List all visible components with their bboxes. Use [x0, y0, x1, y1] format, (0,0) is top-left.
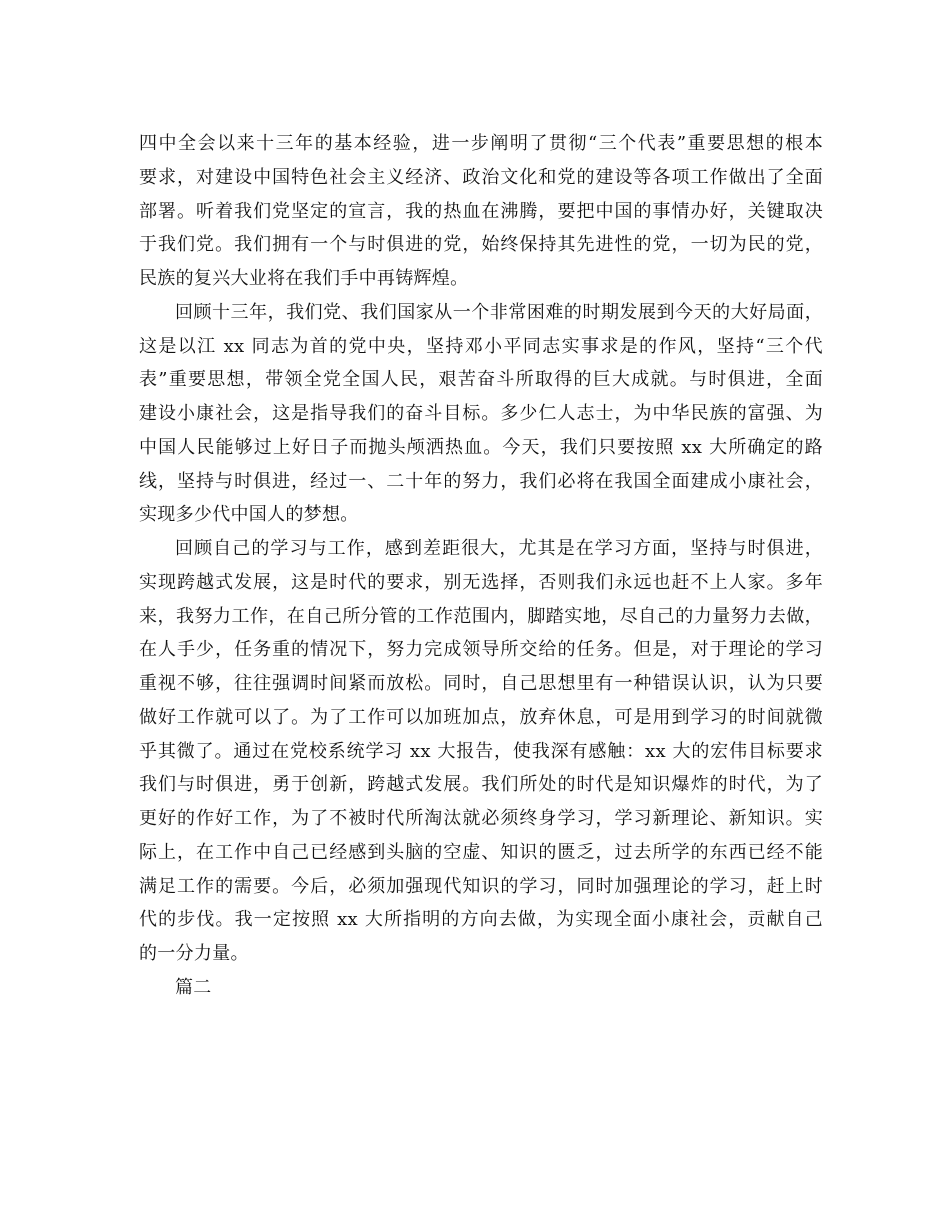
text-line: 实现跨越式发展，这是时代的要求，别无选择，否则我们永远也赶不上人家。多年 — [139, 571, 823, 593]
text-line: 做好工作就可以了。为了工作可以加班加点，放弃休息，可是用到学习的时间就微 — [139, 706, 823, 728]
text-line: 四中全会以来十三年的基本经验，进一步阐明了贯彻“三个代表”重要思想的根本 — [139, 133, 823, 154]
text-line: 际上，在工作中自己已经感到头脑的空虚、知识的匮乏，过去所学的东西已经不能 — [139, 841, 823, 863]
text-line: 我们与时俱进，勇于创新，跨越式发展。我们所处的时代是知识爆炸的时代，为了 — [139, 774, 823, 796]
text-line: 实现多少代中国人的梦想。 — [139, 504, 359, 526]
text-line: 民族的复兴大业将在我们手中再铸辉煌。 — [139, 268, 469, 289]
text-line: 重视不够，往往强调时间紧而放松。同时，自己思想里有一种错误认识，认为只要 — [139, 673, 823, 694]
paragraph-2 — [139, 296, 823, 532]
text-line: 满足工作的需要。今后，必须加强现代知识的学习，同时加强理论的学习，赶上时 — [139, 875, 823, 897]
section-heading — [139, 971, 823, 1005]
text-line: 回顾十三年，我们党、我们国家从一个非常困难的时期发展到今天的大好局面， — [175, 301, 823, 323]
text-line: 于我们党。我们拥有一个与时俱进的党，始终保持其先进性的党，一切为民的党， — [139, 234, 823, 256]
text-line: 篇二 — [175, 976, 212, 998]
text-line: 乎其微了。通过在党校系统学习 xx 大报告，使我深有感触：xx 大的宏伟目标要求 — [139, 740, 823, 762]
document-body — [139, 127, 823, 1005]
text-line: 代的步伐。我一定按照 xx 大所指明的方向去做，为实现全面小康社会，贡献自己 — [139, 909, 823, 931]
text-line: 要求，对建设中国特色社会主义经济、政治文化和党的建设等各项工作做出了全面 — [139, 166, 823, 188]
text-line: 线，坚持与时俱进，经过一、二十年的努力，我们必将在我国全面建成小康社会， — [139, 470, 823, 492]
text-line: 这是以江 xx 同志为首的党中央，坚持邓小平同志实事求是的作风，坚持“三个代 — [139, 335, 823, 357]
text-line: 的一分力量。 — [139, 943, 249, 964]
text-line: 在人手少，任务重的情况下，努力完成领导所交给的任务。但是，对于理论的学习 — [139, 639, 823, 661]
text-line: 中国人民能够过上好日子而抛头颅洒热血。今天，我们只要按照 xx 大所确定的路 — [139, 436, 823, 458]
text-line: 回顾自己的学习与工作，感到差距很大，尤其是在学习方面，坚持与时俱进， — [175, 538, 823, 559]
paragraph-3 — [139, 532, 823, 971]
text-line: 建设小康社会，这是指导我们的奋斗目标。多少仁人志士，为中华民族的富强、为 — [139, 403, 823, 424]
text-line: 部署。听着我们党坚定的宣言，我的热血在沸腾，要把中国的事情办好，关键取决 — [139, 200, 823, 222]
text-line: 更好的作好工作，为了不被时代所淘汰就必须终身学习，学习新理论、新知识。实 — [139, 808, 823, 829]
paragraph-1 — [139, 127, 823, 296]
text-line: 表”重要思想，带领全党全国人民，艰苦奋斗所取得的巨大成就。与时俱进，全面 — [139, 369, 823, 391]
text-line: 来，我努力工作，在自己所分管的工作范围内，脚踏实地，尽自己的力量努力去做， — [139, 605, 823, 627]
